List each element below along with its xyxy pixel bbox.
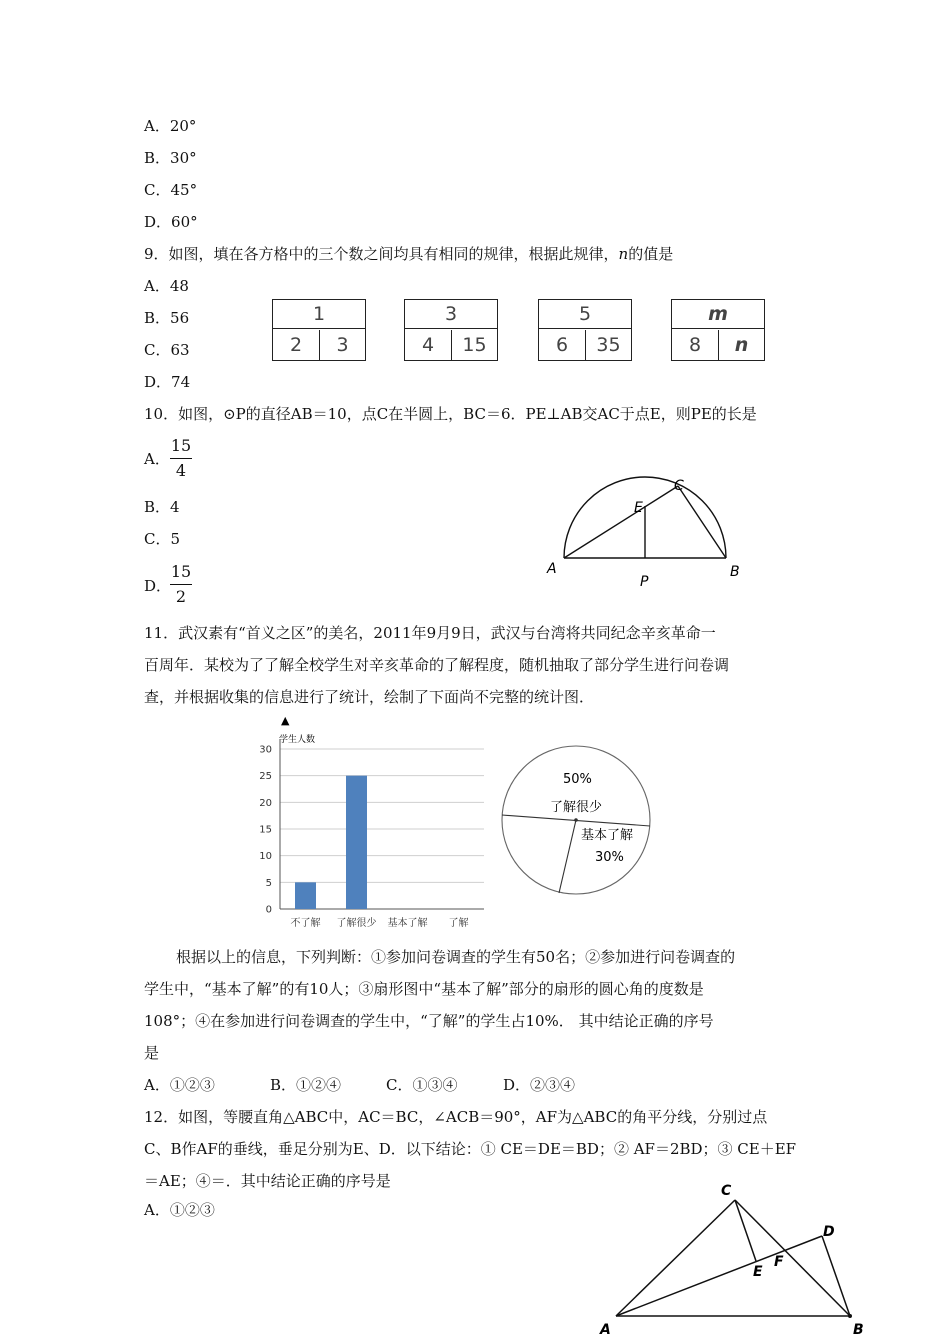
bar-chart (250, 712, 495, 932)
x-tick-label: 了解很少 (336, 918, 377, 929)
pie-divider-lower (559, 820, 576, 893)
number-box-4 (671, 299, 765, 361)
segment-ce (735, 1200, 756, 1261)
number-box-right: 35 (596, 334, 621, 356)
number-box-left: 8 (672, 330, 719, 360)
q9-option-d: D．74 (144, 373, 191, 391)
q10-stem: 10．如图，⊙P的直径AB＝10，点C在半圆上，BC＝6．PE⊥AB交AC于点E，则PE的长是 (144, 405, 757, 423)
segment-ad (616, 1236, 822, 1316)
label-d: D (823, 1224, 835, 1240)
label-b: B (730, 564, 740, 580)
pie-label-little: 了解很少 (550, 800, 603, 815)
q12-stem-line-2: C、B作AF的垂线，垂足分别为E、D．以下结论：① CE＝DE＝BD；② AF＝2BD；③ CE＋EF (144, 1140, 797, 1158)
pie-label-50pct: 50% (563, 772, 592, 787)
label-p: P (640, 574, 649, 590)
q9-option-a: A．48 (144, 277, 189, 295)
arrow-icon: ▲ (281, 714, 290, 727)
point-b (848, 1314, 852, 1318)
q11-judgement-line-2: 学生中，“基本了解”的有10人；③扇形图中“基本了解”部分的扇形的圆心角的度数是 (144, 980, 704, 998)
fraction-denominator: 4 (175, 461, 187, 480)
q11-judgement-line-4: 是 (144, 1044, 160, 1062)
triangle-figure (590, 1180, 880, 1344)
q12-stem-line-1: 12．如图，等腰直角△ABC中，AC＝BC，∠ACB＝90°，AF为△ABC的角平分线，分别过点 (144, 1108, 768, 1126)
label-a: A (547, 561, 557, 577)
q11-judgement-line-1: 根据以上的信息，下列判断：①参加问卷调查的学生有50名；②参加进行问卷调查的 (176, 948, 736, 966)
q9-stem: 9．如图，填在各方格中的三个数之间均具有相同的规律，根据此规律，n的值是 (144, 245, 674, 263)
segment-bc (678, 486, 726, 558)
q10-option-a-prefix: A． (144, 450, 170, 468)
q12-stem-line-3: ＝AE；④＝．其中结论正确的序号是 (144, 1172, 391, 1190)
number-box-left: 4 (405, 330, 452, 360)
q11-option-a: A．①②③ (144, 1076, 215, 1094)
label-b: B (853, 1322, 864, 1338)
q11-option-b: B．①②④ (270, 1076, 342, 1094)
label-f: F (774, 1254, 784, 1270)
q9-option-b: B．56 (144, 309, 190, 327)
number-box-top: 1 (273, 300, 365, 329)
q10-option-b: B．4 (144, 498, 180, 516)
x-tick-label: 了解 (448, 918, 469, 929)
pie-chart (495, 725, 660, 895)
segment-db (822, 1236, 850, 1316)
label-c: C (721, 1183, 732, 1199)
number-box-right: 3 (336, 334, 349, 356)
segment-cb (735, 1200, 850, 1316)
number-box-1 (272, 299, 366, 361)
number-box-2 (404, 299, 498, 361)
segment-ac (616, 1200, 735, 1316)
segment-ac (564, 486, 678, 558)
q10-option-c: C．5 (144, 530, 181, 548)
y-tick-label: 5 (265, 877, 272, 889)
label-c: C (674, 478, 684, 494)
q11-judgement-line-3: 108°；④在参加进行问卷调查的学生中，“了解”的学生占10%． 其中结论正确的序号 (144, 1012, 714, 1030)
bar-1 (295, 882, 316, 909)
q8-option-a: A．20° (144, 117, 197, 135)
label-e: E (634, 500, 643, 516)
q9-option-c: C．63 (144, 341, 190, 359)
q11-stem-line-1: 11．武汉素有“首义之区”的美名，2011年9月9日，武汉与台湾将共同纪念辛亥革命一 (144, 624, 716, 642)
fraction-numerator: 15 (170, 436, 192, 455)
label-e: E (753, 1264, 763, 1280)
number-box-3 (538, 299, 632, 361)
q12-option-a: A．①②③ (144, 1201, 215, 1219)
pie-label-30pct: 30% (595, 850, 624, 865)
q8-option-d: D．60° (144, 213, 198, 231)
q11-option-c: C．①③④ (386, 1076, 458, 1094)
q10-option-a-fraction (170, 436, 192, 481)
number-box-left: 6 (539, 330, 586, 360)
bar-2 (346, 776, 367, 909)
number-box-right: 15 (462, 334, 487, 356)
q8-option-b: B．30° (144, 149, 197, 167)
number-box-left: 2 (273, 330, 320, 360)
y-tick-label: 10 (259, 851, 272, 863)
number-box-right: n (734, 334, 749, 356)
q11-stem-line-3: 查，并根据收集的信息进行了统计，绘制了下面尚不完整的统计图． (144, 688, 595, 706)
x-tick-label: 不了解 (290, 918, 321, 929)
y-tick-label: 15 (259, 824, 272, 836)
q10-option-d-fraction (170, 562, 192, 607)
y-tick-label: 30 (259, 744, 272, 756)
y-tick-label: 0 (265, 904, 272, 916)
y-tick-label: 20 (259, 797, 272, 809)
q11-stem-line-2: 百周年．某校为了了解全校学生对辛亥革命的了解程度，随机抽取了部分学生进行问卷调 (144, 656, 730, 674)
q11-option-d: D．②③④ (503, 1076, 576, 1094)
semicircle-figure (540, 470, 760, 595)
label-a: A (600, 1322, 611, 1338)
number-box-top: 5 (539, 300, 631, 329)
fraction-numerator: 15 (170, 562, 192, 581)
number-box-top: m (672, 300, 764, 329)
x-tick-label: 基本了解 (387, 918, 428, 929)
q10-option-d-prefix: D． (144, 577, 172, 595)
q8-option-c: C．45° (144, 181, 198, 199)
y-tick-label: 25 (259, 771, 272, 783)
number-box-top: 3 (405, 300, 497, 329)
pie-center (574, 818, 578, 822)
y-axis-label: 学生人数 (279, 735, 316, 745)
pie-label-basic: 基本了解 (581, 828, 634, 843)
fraction-denominator: 2 (175, 587, 187, 606)
